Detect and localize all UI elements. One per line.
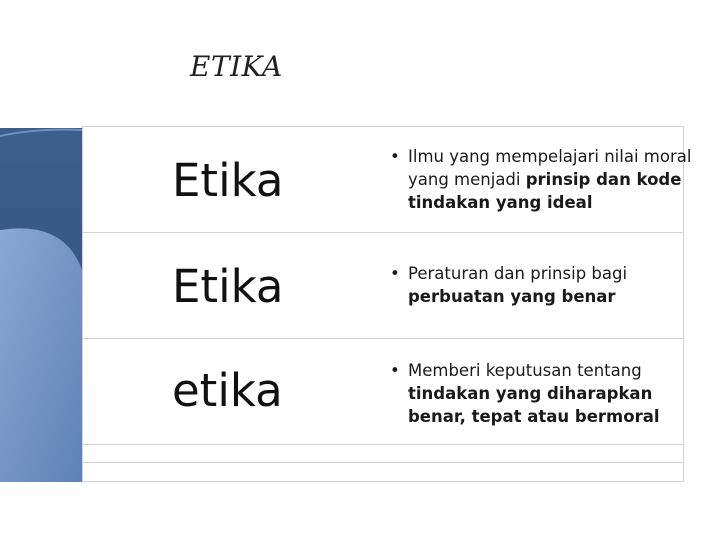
bullet: • [390, 147, 400, 166]
row-divider [82, 444, 684, 445]
definition-1-text [392, 145, 692, 214]
bullet: • [390, 264, 400, 283]
definition-2 [392, 262, 692, 308]
definition-2-bold: perbuatan yang benar [408, 287, 616, 306]
row-divider [82, 462, 684, 463]
definition-2-text [392, 262, 692, 308]
definition-3-bold: tindakan yang diharapkan benar, tepat atau bermoral [408, 384, 660, 426]
side-arc [0, 228, 82, 482]
definition-3-regular: Memberi keputusan tentang [408, 361, 642, 380]
bullet: • [390, 361, 400, 380]
term-1: Etika [172, 154, 284, 207]
definition-3 [392, 359, 692, 428]
definition-1-regular: Ilmu yang mempelajari nilai moral yang menjadi [408, 147, 692, 189]
term-2: Etika [172, 260, 284, 313]
definition-2-regular: Peraturan dan prinsip bagi [408, 264, 628, 283]
definition-3-text [392, 359, 692, 428]
definition-1 [392, 145, 692, 214]
slide-title: ETIKA [190, 50, 283, 83]
definition-1-bold: prinsip dan kode tindakan yang ideal [408, 170, 682, 212]
row-divider [82, 232, 684, 233]
row-divider [82, 338, 684, 339]
term-3: etika [172, 364, 283, 417]
